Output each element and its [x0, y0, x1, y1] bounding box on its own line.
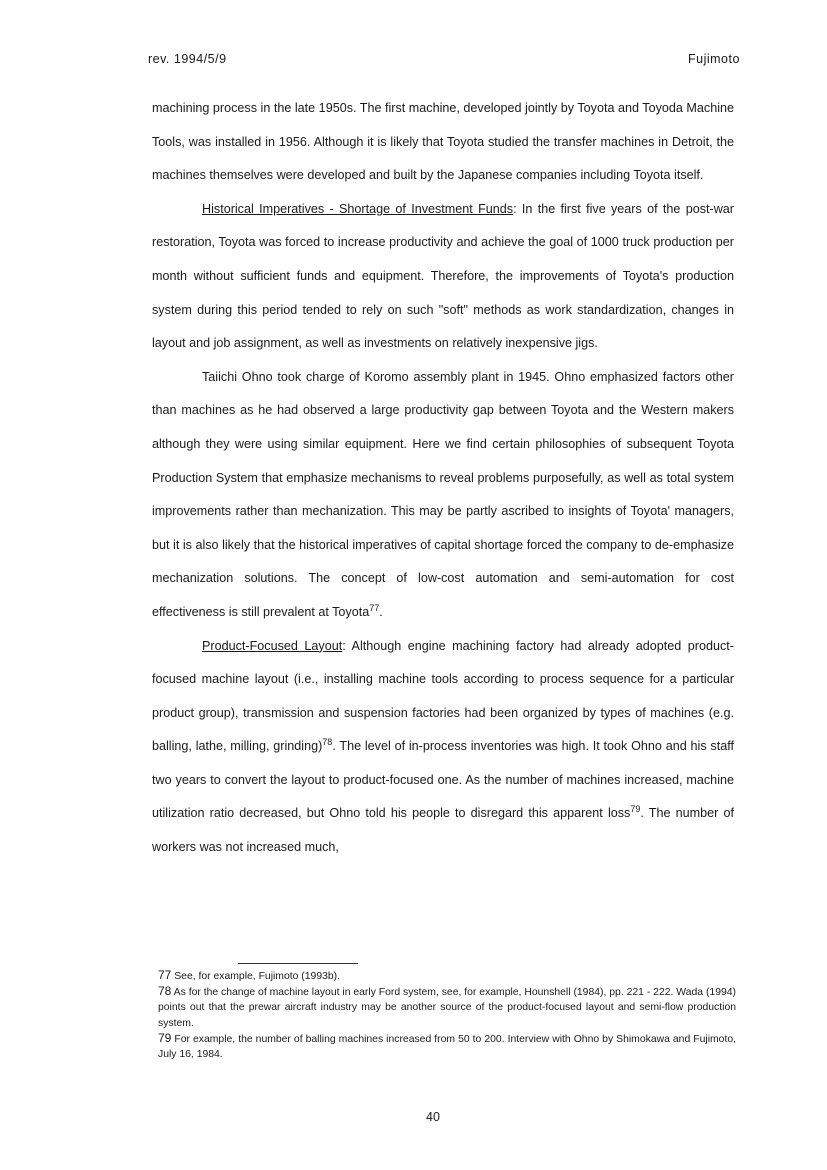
paragraph-3 — [152, 361, 734, 630]
paragraph-4-body-c: . The number of workers was not increased much, — [152, 806, 734, 855]
footnote-text: For example, the number of balling machines increased from 50 to 200. Interview with Ohno by Shimokawa and Fujimoto, July 16, 1984. — [158, 1033, 736, 1061]
footnote-ref-79: 79 — [630, 804, 641, 815]
footnote-79 — [158, 1031, 736, 1062]
paragraph-4-body-a: : Although engine machining factory had already adopted product-focused machine layout (i.e., installing machine tools according to process sequence for a particular product group), transmission and suspension factories had been organized by types of machines (e.g. balling, lathe, milling, grinding) — [152, 638, 734, 754]
footnote-text: See, for example, Fujimoto (1993b). — [171, 971, 340, 982]
footnote-text: As for the change of machine layout in early Ford system, see, for example, Hounshell (1984), pp. 221 - 222. Wada (1994) points out that the prewar aircraft industry may be another source of the product-focused layout and semi-flow production system. — [158, 987, 736, 1029]
footnote-divider — [238, 963, 358, 964]
footnote-ref-77: 77 — [369, 602, 380, 613]
paragraph-3-body: Taiichi Ohno took charge of Koromo assembly plant in 1945. Ohno emphasized factors other than machines as he had observed a large productivity gap between Toyota and the Western makers although they were using similar equipment. Here we find certain philosophies of subsequent Toyota Production System that emphasize mechanisms to reveal problems purposefully, as well as total system improvements rather than mechanization. This may be partly ascribed to insights of Toyota' managers, but it is also likely that the historical imperatives of capital shortage forced the company to de-emphasize mechanization solutions. The concept of low-cost automation and semi-automation for cost effectiveness is still prevalent at Toyota — [152, 369, 734, 619]
page-number: 40 — [426, 1110, 440, 1124]
paragraph-4-body-b: . The level of in-process inventories was high. It took Ohno and his staff two years to convert the layout to product-focused one. As the number of machines increased, machine utilization ratio decreased, but Ohno told his people to disregard this apparent loss — [152, 739, 734, 821]
body-text — [152, 92, 734, 865]
footnote-number: 77 — [158, 968, 172, 982]
paragraph-2 — [152, 193, 734, 361]
footnote-number: 79 — [158, 1030, 172, 1045]
section-heading-product-focused-layout: Product-Focused Layout — [202, 638, 343, 653]
footnote-number: 78 — [158, 984, 172, 999]
paragraph-3-end: . — [379, 604, 383, 619]
footnotes — [158, 968, 736, 1062]
section-heading-historical-imperatives: Historical Imperatives - Shortage of Investment Funds — [202, 201, 514, 216]
paragraph-4 — [152, 630, 734, 865]
footnote-77 — [158, 968, 736, 984]
footnote-78 — [158, 984, 736, 1031]
paragraph-1: machining process in the late 1950s. The first machine, developed jointly by Toyota and Toyoda Machine Tools, was installed in 1956. Although it is likely that Toyota studied the transfer machines in Detroit, the machines themselves were developed and built by the Japanese companies including Toyota itself. — [152, 101, 734, 183]
author-name: Fujimoto — [688, 52, 740, 66]
footnote-ref-78: 78 — [322, 737, 333, 748]
revision-date: rev. 1994/5/9 — [148, 52, 227, 66]
paragraph-2-body: : In the first five years of the post-war restoration, Toyota was forced to increase productivity and achieve the goal of 1000 truck production per month without sufficient funds and equipment. Therefore, the improvements of Toyota's production system during this period tended to rely on such "soft" methods as work standardization, changes in layout and job assignment, as well as investments on relatively inexpensive jigs. — [152, 201, 734, 351]
